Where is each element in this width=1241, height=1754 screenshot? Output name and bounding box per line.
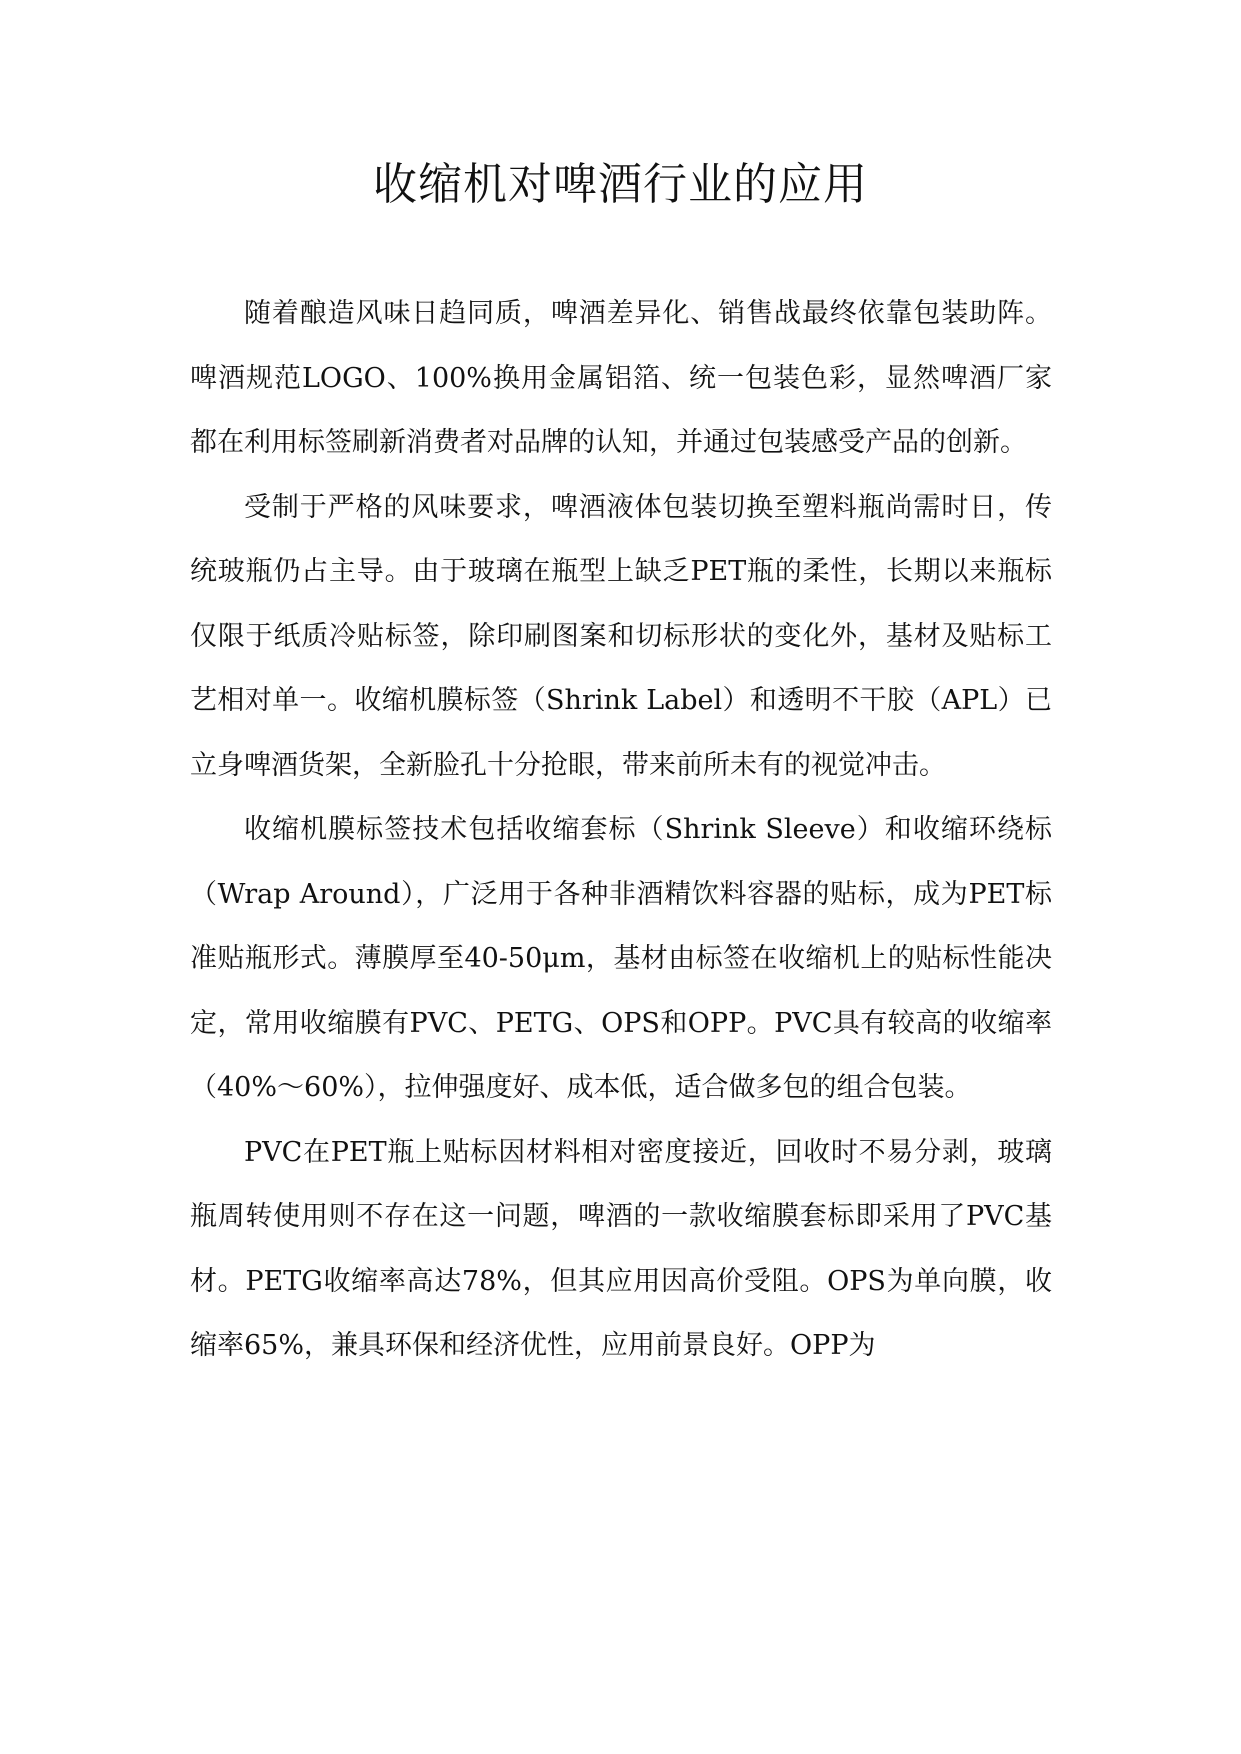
paragraph-2: 受制于严格的风味要求，啤酒液体包装切换至塑料瓶尚需时日，传统玻瓶仍占主导。由于玻璃在瓶型上缺乏PET瓶的柔性，长期以来瓶标仅限于纸质冷贴标签，除印刷图案和切标形状的变化外，基材及贴标工艺相对单一。收缩机膜标签（Shrink Label）和透明不干胶（APL）已立身啤酒货架，全新脸孔十分抢眼，带来前所未有的视觉冲击。 [190,491,1052,781]
paragraph-3: 收缩机膜标签技术包括收缩套标（Shrink Sleeve）和收缩环绕标（Wrap Around），广泛用于各种非酒精饮料容器的贴标，成为PET标准贴瓶形式。薄膜厚至40-50μm，基材由标签在收缩机上的贴标性能决定，常用收缩膜有PVC、PETG、OPS和OPP。PVC具有较高的收缩率（40%～60%），拉伸强度好、成本低，适合做多包的组合包装。 [190,814,1052,1103]
paragraph-4: PVC在PET瓶上贴标因材料相对密度接近，回收时不易分剥，玻璃瓶周转使用则不存在这一问题，啤酒的一款收缩膜套标即采用了PVC基材。PETG收缩率高达78%，但其应用因高价受阻。OPS为单向膜，收缩率65%，兼具环保和经济优性，应用前景良好。OPP为 [190,1136,1052,1361]
document-body [190,282,1052,1379]
paragraph-1: 随着酿造风味日趋同质，啤酒差异化、销售战最终依靠包装助阵。啤酒规范LOGO、100%换用金属铝箔、统一包装色彩，显然啤酒厂家都在利用标签刷新消费者对品牌的认知，并通过包装感受产品的创新。 [190,298,1052,458]
document-title: 收缩机对啤酒行业的应用 [373,159,868,210]
